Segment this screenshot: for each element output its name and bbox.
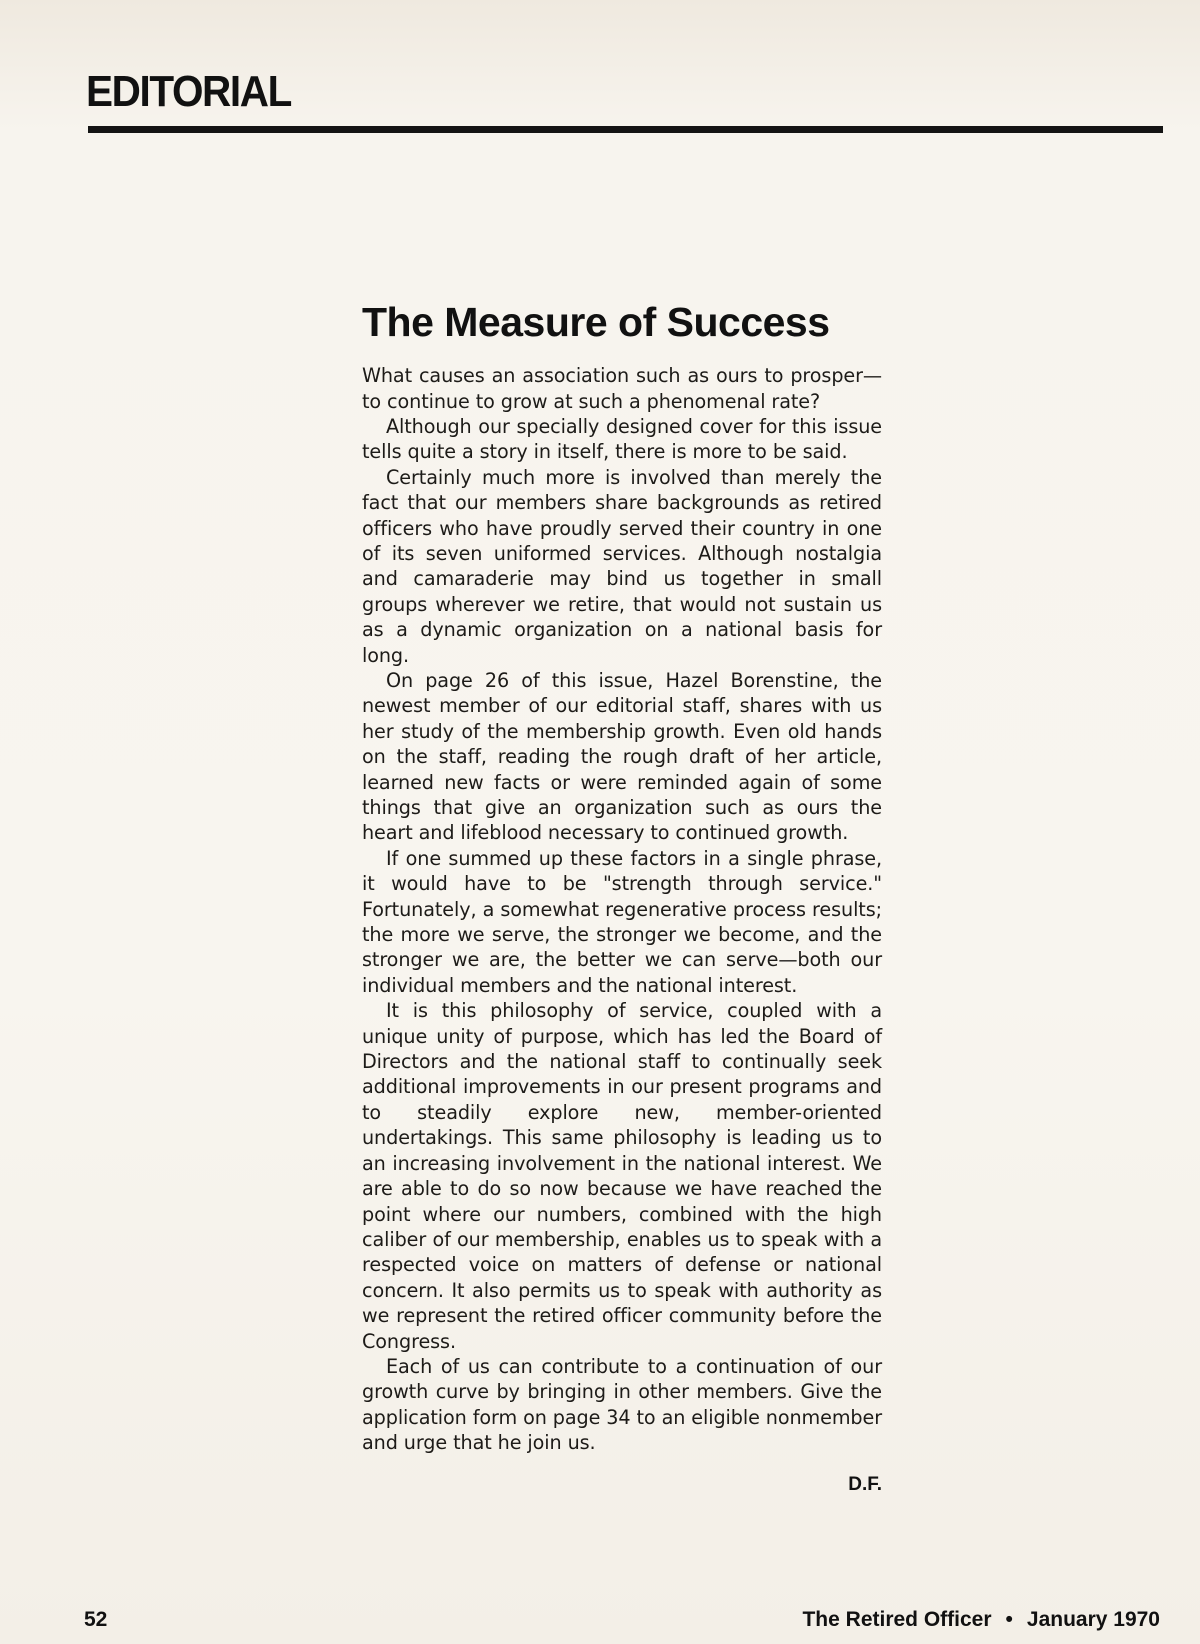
article-paragraph: It is this philosophy of service, coupled with a unique unity of purpose, which has led the Board of Directors and the national staff to continually seek additional improvements in our present programs and to steadily explore new, member-oriented undertakings. This same philosophy is leading us to an increasing involvement in the national interest. We are able to do so now because we have reached the point where our numbers, combined with the high caliber of our membership, enables us to speak with a respected voice on matters of defense or national concern. It also permits us to speak with authority as we represent the retired officer community before the Congress.: [362, 999, 882, 1353]
article-paragraph: Certainly much more is involved than merely the fact that our members share backgrounds as retired officers who have proudly served their country in one of its seven uniformed services. Although nostalgia and camaraderie may bind us together in small groups wherever we retire, that would not sustain us as a dynamic organization on a national basis for long.: [362, 465, 882, 667]
article-paragraph: Each of us can contribute to a continuation of our growth curve by bringing in other members. Give the application form on page 34 to an eligible nonmember and urge that he join us.: [362, 1354, 883, 1455]
article-paragraph: Although our specially designed cover for this issue tells quite a story in itself, there is more to be said.: [362, 414, 882, 464]
article-paragraph: On page 26 of this issue, Hazel Borenstine, the newest member of our editorial staff, shares with us her study of the membership growth. Even old hands on the staff, reading the rough draft of her article, learned new facts or were reminded again of some things that give an organization such as ours the heart and lifeblood necessary to continued growth.: [362, 668, 882, 845]
article-paragraph: If one summed up these factors in a single phrase, it would have to be "strength through service." Fortunately, a somewhat regenerative process results; the more we serve, the stronger we become, and the stronger we are, the better we can serve—both our individual members and the national interest.: [362, 846, 882, 997]
page-number: 52: [84, 1608, 108, 1631]
header-rule: [88, 126, 1163, 133]
article-paragraph: What causes an association such as ours to prosper—to continue to grow at such a phenomenal rate?: [362, 364, 882, 413]
author-initials: D.F.: [848, 1473, 882, 1495]
section-label: EDITORIAL: [86, 67, 291, 116]
publication-title: The Retired Officer: [802, 1608, 992, 1631]
footer-separator: •: [1005, 1608, 1013, 1631]
article-headline: The Measure of Success: [362, 299, 830, 345]
publication-footer: [802, 1608, 1160, 1632]
issue-date: January 1970: [1026, 1608, 1160, 1631]
article-body: [362, 363, 882, 1455]
editorial-article: [362, 300, 882, 1496]
